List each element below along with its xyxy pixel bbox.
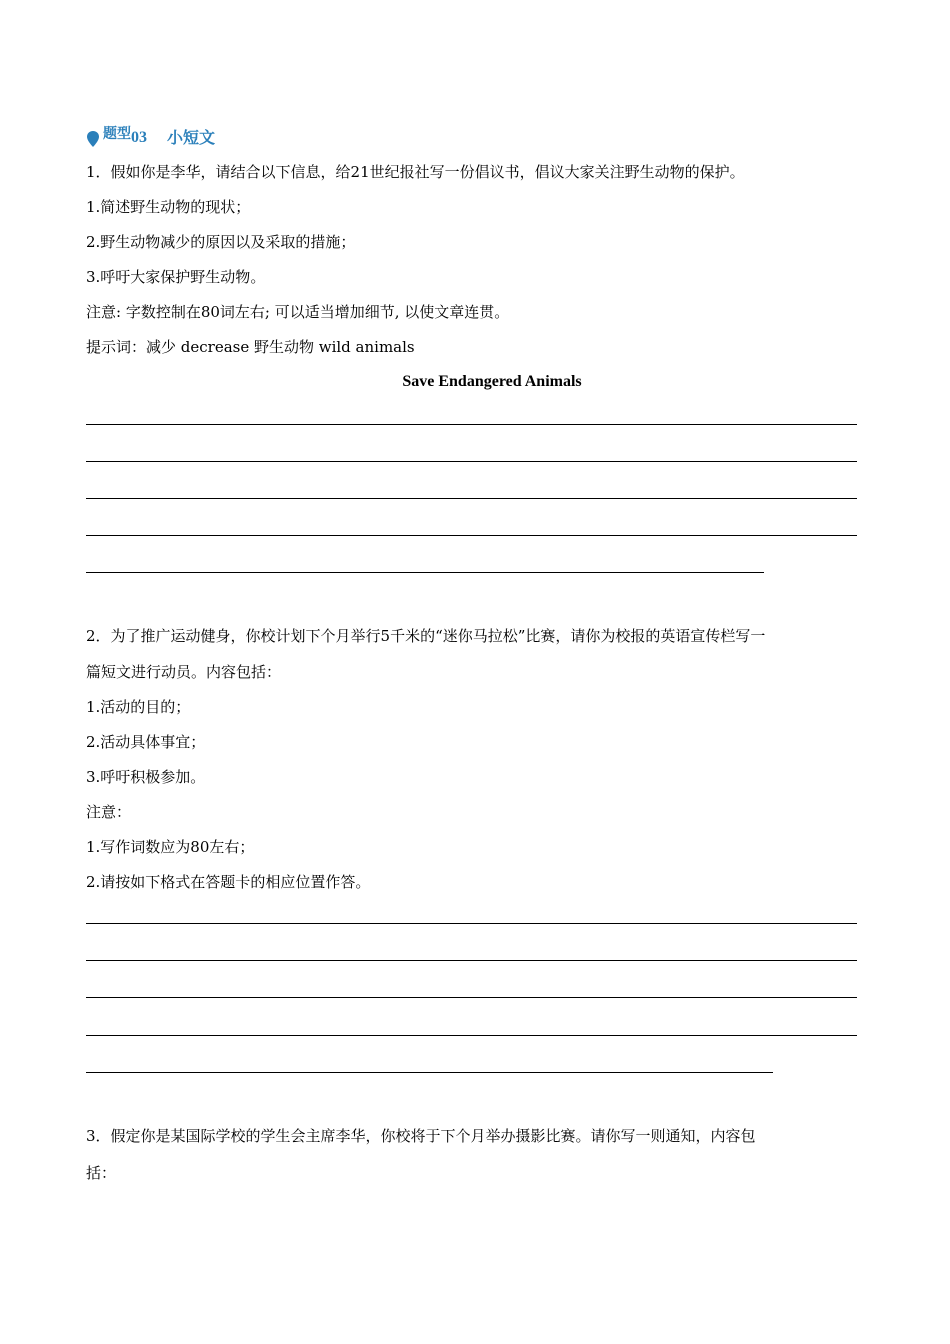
q2-note-2: 2.请按如下格式在答题卡的相应位置作答。 (86, 873, 371, 891)
q2-answer-line-4[interactable] (86, 1035, 857, 1036)
q1-essay-title: Save Endangered Animals (402, 373, 582, 390)
q3-prompt-line-1: 3．假定你是某国际学校的学生会主席李华，你校将于下个月举办摄影比赛。请你写一则通知，内容包 (86, 1127, 756, 1145)
q2-answer-line-5[interactable] (86, 1072, 773, 1073)
q2-prompt-line-1: 2．为了推广运动健身，你校计划下个月举行5千米的“迷你马拉松”比赛，请你为校报的英语宣传栏写一 (86, 627, 766, 645)
q2-note-label: 注意： (86, 803, 132, 821)
q2-point-1: 1.活动的目的； (86, 698, 191, 716)
q1-answer-line-4[interactable] (86, 535, 857, 536)
q1-point-2: 2.野生动物减少的原因以及采取的措施； (86, 233, 356, 251)
section-label: 题型 (103, 126, 131, 142)
q1-answer-line-5[interactable] (86, 572, 764, 573)
section-header (86, 124, 215, 148)
q2-answer-line-1[interactable] (86, 923, 857, 924)
q1-answer-line-2[interactable] (86, 461, 857, 462)
q1-answer-line-3[interactable] (86, 498, 857, 499)
q3-prompt-line-2: 括： (86, 1164, 117, 1182)
q2-point-3: 3.呼吁积极参加。 (86, 768, 206, 786)
q1-note: 注意: 字数控制在80词左右; 可以适当增加细节, 以使文章连贯。 (86, 303, 510, 321)
q1-point-3: 3.呼吁大家保护野生动物。 (86, 268, 266, 286)
q2-point-2: 2.活动具体事宜； (86, 733, 206, 751)
q1-answer-line-1[interactable] (86, 424, 857, 425)
q1-hint: 提示词：减少 decrease 野生动物 wild animals (86, 338, 415, 356)
q1-point-1: 1.简述野生动物的现状； (86, 198, 251, 216)
q2-answer-line-3[interactable] (86, 997, 857, 998)
q2-answer-line-2[interactable] (86, 960, 857, 961)
q2-note-1: 1.写作词数应为80左右； (86, 838, 255, 856)
q1-prompt: 1．假如你是李华，请结合以下信息，给21世纪报社写一份倡议书，倡议大家关注野生动物的保护。 (86, 163, 745, 181)
q2-prompt-line-2: 篇短文进行动员。内容包括： (86, 663, 282, 681)
location-pin-icon (86, 130, 100, 148)
section-title: 小短文 (167, 128, 216, 147)
section-number: 03 (131, 129, 147, 146)
